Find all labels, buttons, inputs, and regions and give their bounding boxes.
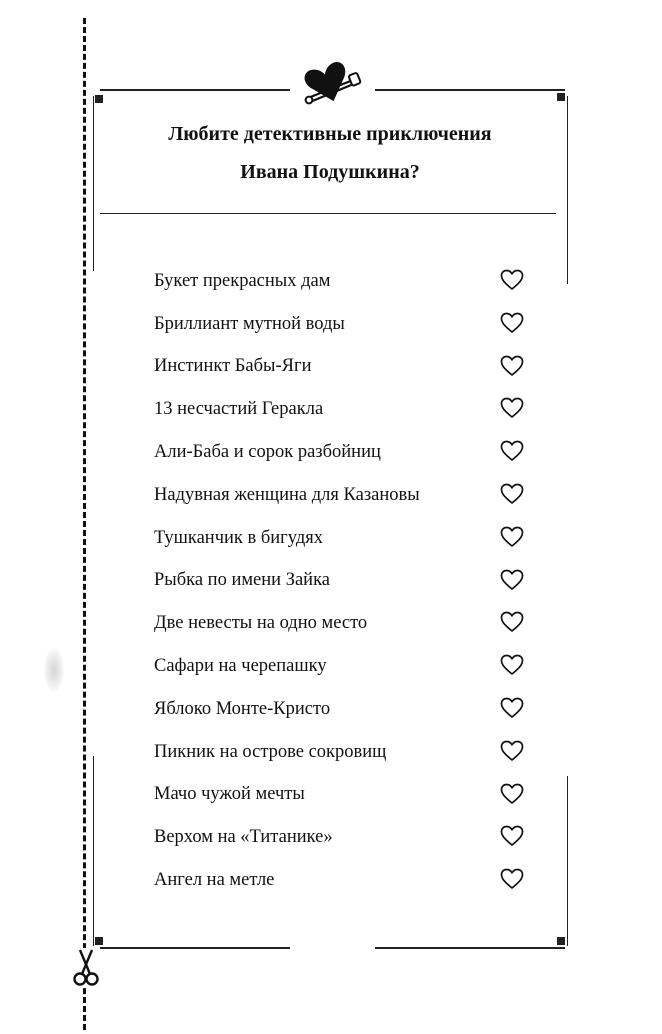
frame-right-lower bbox=[567, 776, 568, 946]
book-list-item bbox=[154, 303, 534, 346]
book-list-item bbox=[154, 260, 534, 303]
heart-checkbox-icon[interactable] bbox=[500, 483, 524, 505]
book-title: Сафари на черепашку bbox=[154, 656, 327, 677]
book-list-item bbox=[154, 688, 534, 731]
book-title: Али-Баба и сорок разбойниц bbox=[154, 442, 381, 463]
book-list-item bbox=[154, 388, 534, 431]
frame-corner-bottom-left bbox=[95, 937, 103, 945]
heart-checkbox-icon[interactable] bbox=[500, 740, 524, 762]
heart-checkbox-icon[interactable] bbox=[500, 825, 524, 847]
heart-checkbox-icon[interactable] bbox=[500, 868, 524, 890]
book-title: Надувная женщина для Казановы bbox=[154, 484, 420, 505]
book-title: Две невесты на одно место bbox=[154, 613, 368, 634]
book-title: 13 несчастий Геракла bbox=[154, 399, 324, 420]
book-list-item bbox=[154, 859, 534, 902]
frame-left-upper bbox=[93, 96, 94, 271]
book-title: Верхом на «Титанике» bbox=[154, 827, 333, 848]
book-list-item bbox=[154, 816, 534, 859]
book-title: Букет прекрасных дам bbox=[154, 270, 331, 291]
heart-checkbox-icon[interactable] bbox=[500, 355, 524, 377]
book-checklist bbox=[154, 260, 534, 902]
frame-corner-top-right bbox=[557, 93, 565, 101]
book-title: Тушканчик в бигудях bbox=[154, 527, 324, 548]
heart-checkbox-icon[interactable] bbox=[500, 783, 524, 805]
heart-checkbox-icon[interactable] bbox=[500, 397, 524, 419]
frame-left-lower bbox=[93, 756, 94, 946]
cut-line bbox=[83, 18, 86, 1030]
book-title: Инстинкт Бабы-Яги bbox=[154, 356, 312, 377]
book-list-item bbox=[154, 645, 534, 688]
page-title bbox=[100, 115, 560, 191]
book-list-item bbox=[154, 602, 534, 645]
heart-checkbox-icon[interactable] bbox=[500, 269, 524, 291]
book-list-item bbox=[154, 731, 534, 774]
frame-right-upper bbox=[567, 96, 568, 284]
book-title: Яблоко Монте-Кристо bbox=[154, 698, 331, 719]
book-title: Мачо чужой мечты bbox=[154, 784, 305, 805]
book-list-item bbox=[154, 346, 534, 389]
heart-checkbox-icon[interactable] bbox=[500, 312, 524, 334]
frame-bottom-left bbox=[100, 947, 290, 949]
frame-corner-bottom-right bbox=[557, 937, 565, 945]
frame-top-right bbox=[375, 89, 565, 91]
scan-smudge bbox=[44, 648, 64, 692]
frame-corner-top-left bbox=[95, 95, 103, 103]
title-line-1: Любите детективные приключения bbox=[168, 123, 492, 145]
heart-checkbox-icon[interactable] bbox=[500, 654, 524, 676]
frame-bottom-right bbox=[375, 947, 565, 949]
scissors-icon bbox=[70, 948, 102, 988]
title-divider bbox=[100, 213, 556, 214]
heart-checkbox-icon[interactable] bbox=[500, 440, 524, 462]
book-list-item bbox=[154, 431, 534, 474]
book-list-item bbox=[154, 560, 534, 603]
heart-checkbox-icon[interactable] bbox=[500, 611, 524, 633]
book-title: Рыбка по имени Зайка bbox=[154, 570, 330, 591]
heart-checkbox-icon[interactable] bbox=[500, 569, 524, 591]
book-title: Пикник на острове сокровищ bbox=[154, 741, 387, 762]
book-list-item bbox=[154, 474, 534, 517]
heart-safety-pin-icon bbox=[300, 58, 366, 108]
frame-top-left bbox=[100, 89, 290, 91]
title-line-2: Ивана Подушкина? bbox=[240, 161, 420, 183]
book-list-item bbox=[154, 517, 534, 560]
heart-checkbox-icon[interactable] bbox=[500, 697, 524, 719]
book-title: Ангел на метле bbox=[154, 870, 275, 891]
book-list-item bbox=[154, 774, 534, 817]
heart-checkbox-icon[interactable] bbox=[500, 526, 524, 548]
book-title: Бриллиант мутной воды bbox=[154, 313, 345, 334]
